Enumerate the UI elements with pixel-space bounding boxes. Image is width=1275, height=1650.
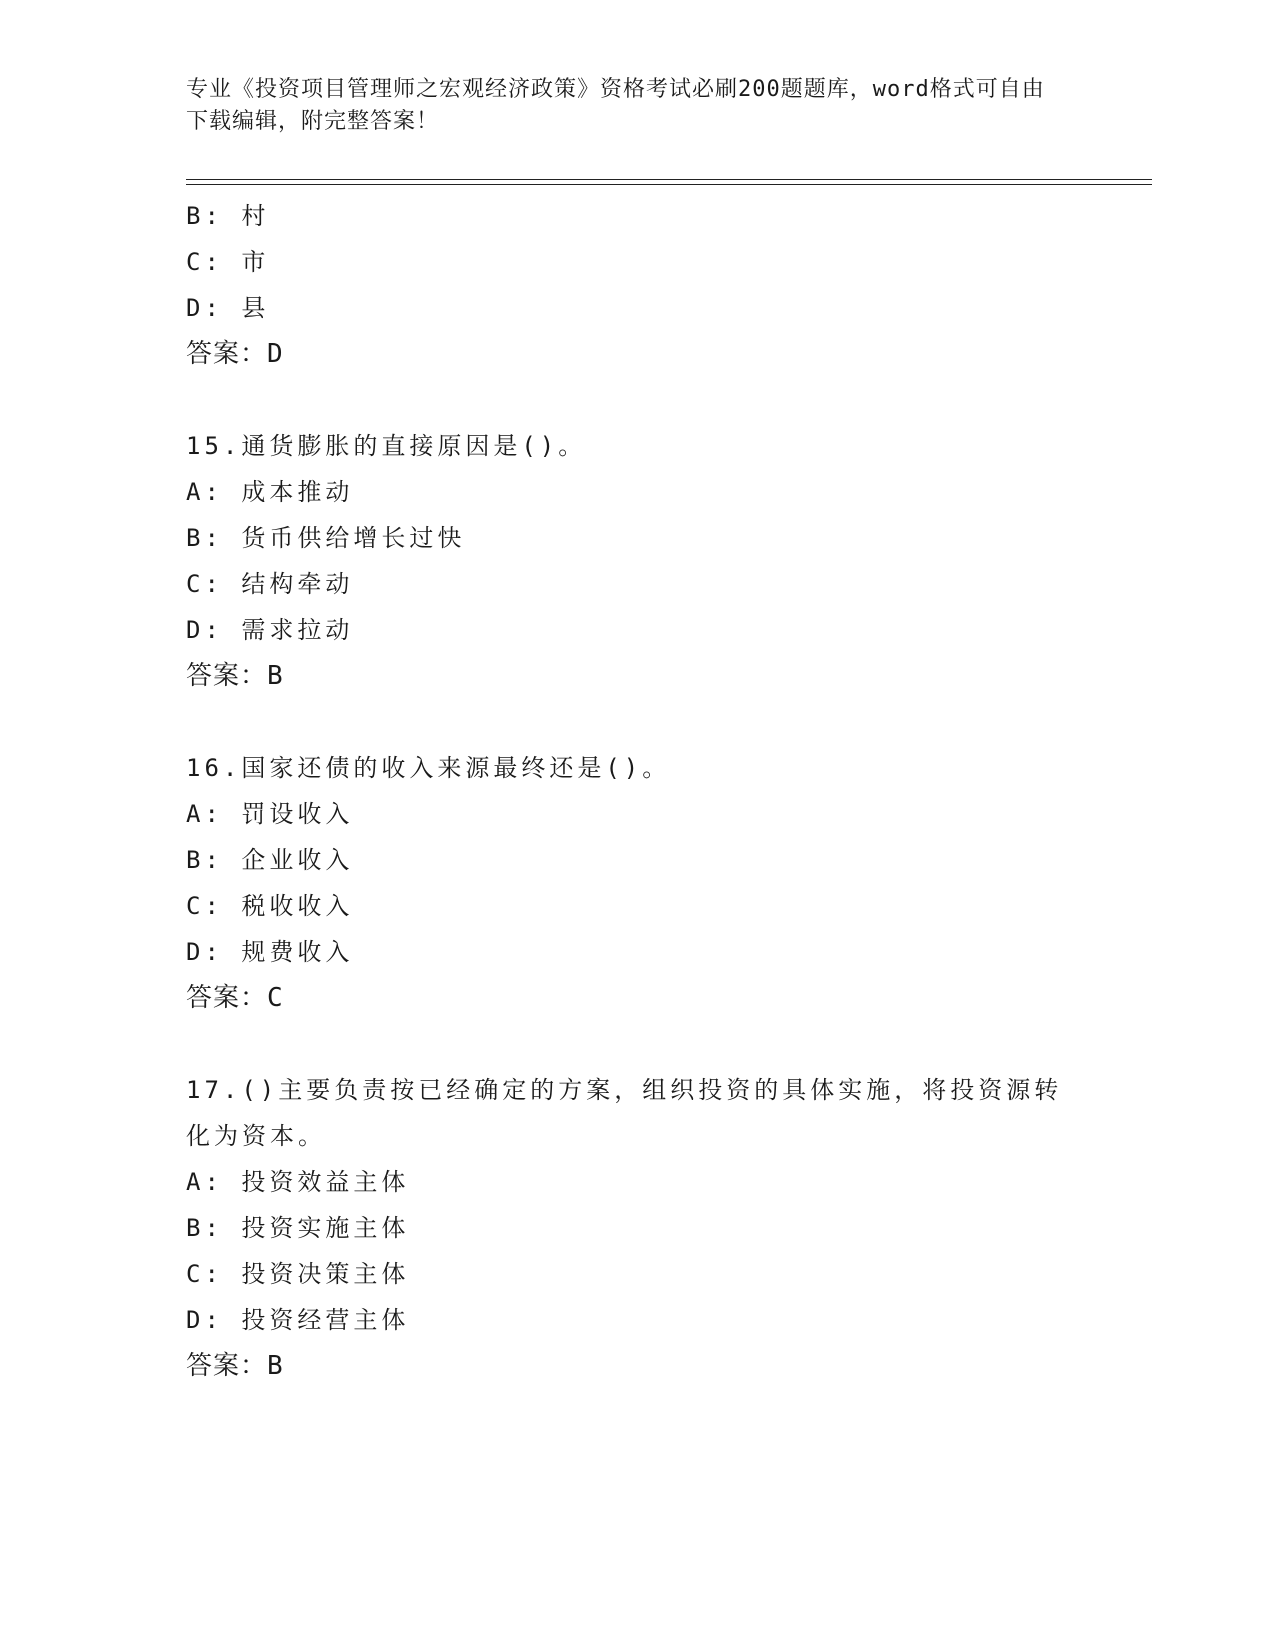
question-stem: 16.国家还债的收入来源最终还是()。: [186, 754, 671, 782]
option-a: A: 投资效益主体: [186, 1168, 410, 1196]
answer-line: 答案：B: [186, 661, 284, 691]
question-stem: 17.()主要负责按已经确定的方案，组织投资的具体实施，将投资源转化为资本。: [186, 1076, 1063, 1150]
header-divider-bottom: [186, 184, 1152, 185]
option-c: C: 市: [186, 248, 270, 276]
answer-line: 答案：B: [186, 1351, 284, 1381]
header-divider-top: [186, 179, 1152, 180]
option-b: B: 货币供给增长过快: [186, 524, 466, 552]
option-b: B: 企业收入: [186, 846, 354, 874]
question-block-17: [186, 1067, 1086, 1389]
option-c: C: 结构牵动: [186, 570, 354, 598]
option-c: C: 税收收入: [186, 892, 354, 920]
option-c: C: 投资决策主体: [186, 1260, 410, 1288]
answer-line: 答案：C: [186, 983, 284, 1013]
option-b: B: 村: [186, 202, 270, 230]
document-header: 专业《投资项目管理师之宏观经济政策》资格考试必刷200题题库，word格式可自由下载编辑，附完整答案！: [186, 77, 1045, 134]
option-a: A: 成本推动: [186, 478, 354, 506]
question-stem: 15.通货膨胀的直接原因是()。: [186, 432, 587, 460]
answer-line: 答案：D: [186, 339, 284, 369]
option-d: D: 规费收入: [186, 938, 354, 966]
question-block-16: [186, 745, 1086, 1021]
prev-question-block: [186, 193, 1086, 377]
question-content: [186, 193, 1086, 1389]
question-block-15: [186, 423, 1086, 699]
option-a: A: 罚设收入: [186, 800, 354, 828]
option-d: D: 投资经营主体: [186, 1306, 410, 1334]
option-b: B: 投资实施主体: [186, 1214, 410, 1242]
option-d: D: 需求拉动: [186, 616, 354, 644]
option-d: D: 县: [186, 294, 270, 322]
